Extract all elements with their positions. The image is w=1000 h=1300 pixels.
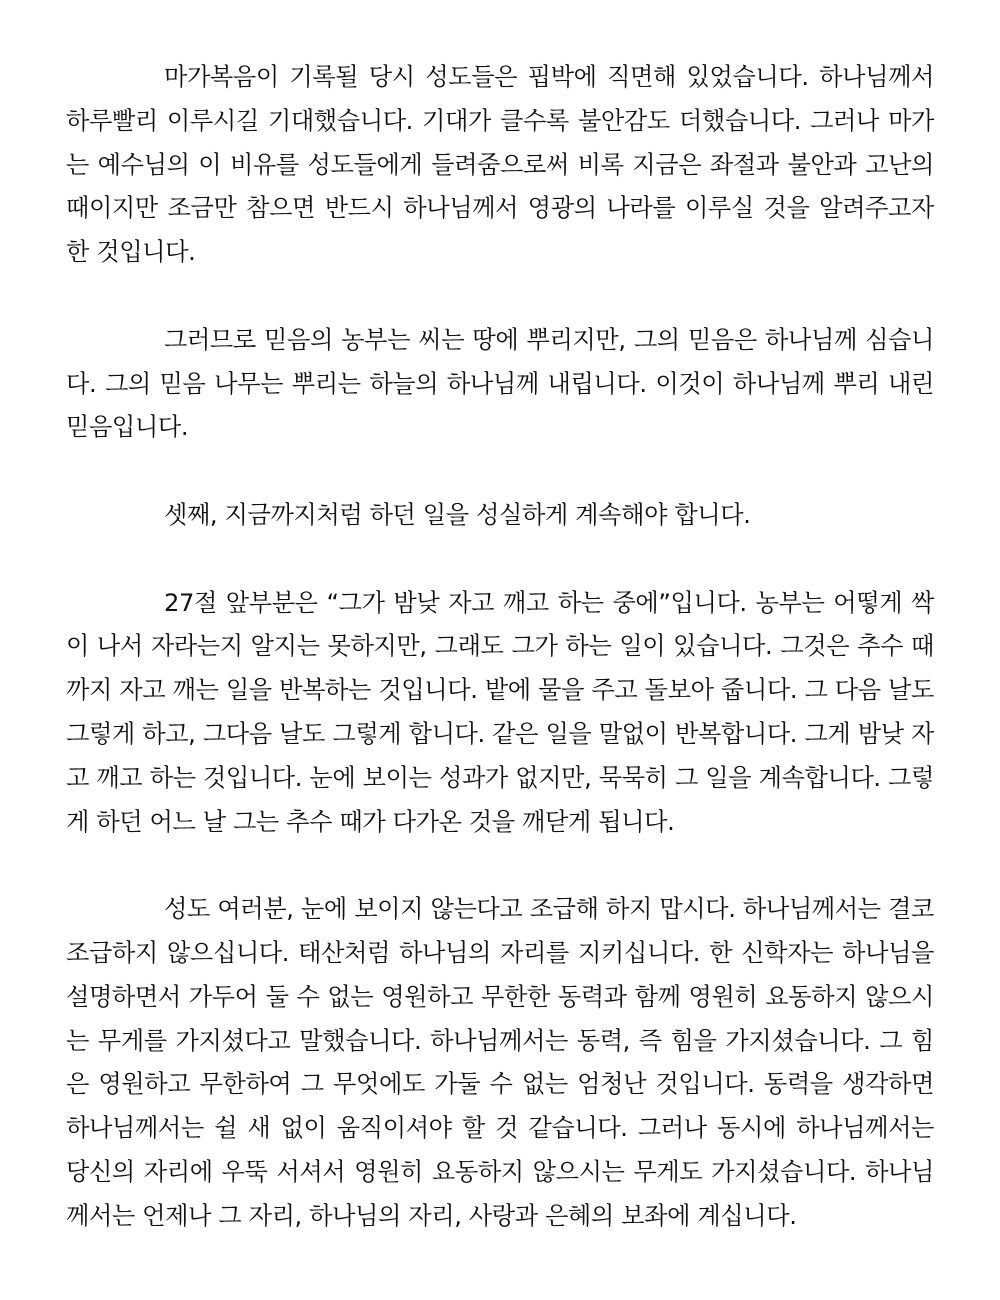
paragraph-spacer <box>66 538 934 582</box>
document-body <box>66 56 934 1239</box>
paragraph-spacer <box>66 844 934 888</box>
paragraph-2: 그러므로 믿음의 농부는 씨는 땅에 뿌리지만, 그의 믿음은 하나님께 심습니다. 그의 믿음 나무는 뿌리는 하늘의 하나님께 내립니다. 이것이 하나님께 뿌리 내린 믿음입니다. <box>66 325 934 442</box>
paragraph-spacer <box>66 275 934 319</box>
paragraph-3: 셋째, 지금까지처럼 하던 일을 성실하게 계속해야 합니다. <box>164 500 751 529</box>
paragraph-4: 27절 앞부분은 “그가 밤낮 자고 깨고 하는 중에”입니다. 농부는 어떻게 싹이 나서 자라는지 알지는 못하지만, 그래도 그가 하는 일이 있습니다. 그것은 추수 때까지 자고 깨는 일을 반복하는 것입니다. 밭에 물을 주고 돌보아 줍니다. 그 다음 날도 그렇게 하고, 그다음 날도 그렇게 합니다. 같은 일을 말없이 반복합니다. 그게 밤낮 자고 깨고 하는 것입니다. 눈에 보이는 성과가 없지만, 묵묵히 그 일을 계속합니다. 그렇게 하던 어느 날 그는 추수 때가 다가온 것을 깨닫게 됩니다. <box>66 588 934 836</box>
paragraph-spacer <box>66 450 934 494</box>
paragraph-5: 성도 여러분, 눈에 보이지 않는다고 조급해 하지 맙시다. 하나님께서는 결코 조급하지 않으십니다. 태산처럼 하나님의 자리를 지키십니다. 한 신학자는 하나님을 설명하면서 가두어 둘 수 없는 영원하고 무한한 동력과 함께 영원히 요동하지 않으시는 무게를 가지셨다고 말했습니다. 하나님께서는 동력, 즉 힘을 가지셨습니다. 그 힘은 영원하고 무한하여 그 무엇에도 가둘 수 없는 엄청난 것입니다. 동력을 생각하면 하나님께서는 쉴 새 없이 움직이셔야 할 것 같습니다. 그러나 동시에 하나님께서는 당신의 자리에 우뚝 서셔서 영원히 요동하지 않으시는 무게도 가지셨습니다. 하나님께서는 언제나 그 자리, 하나님의 자리, 사랑과 은혜의 보좌에 계십니다. <box>66 895 934 1230</box>
paragraph-1: 마가복음이 기록될 당시 성도들은 핍박에 직면해 있었습니다. 하나님께서 하루빨리 이루시길 기대했습니다. 기대가 클수록 불안감도 더했습니다. 그러나 마가는 예수님의 이 비유를 성도들에게 들려줌으로써 비록 지금은 좌절과 불안과 고난의 때이지만 조금만 참으면 반드시 하나님께서 영광의 나라를 이루실 것을 알려주고자 한 것입니다. <box>66 63 934 267</box>
